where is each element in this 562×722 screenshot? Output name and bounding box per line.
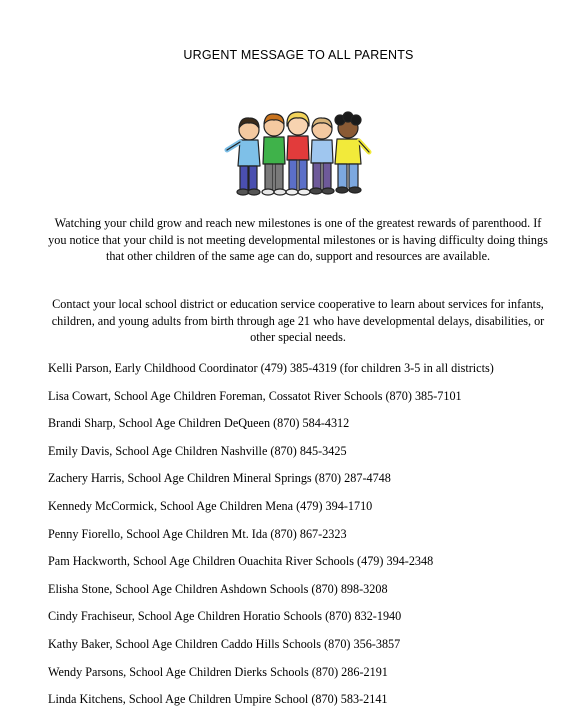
contact-item: Elisha Stone, School Age Children Ashdown Schools (870) 898-3208: [48, 581, 388, 596]
contact-item: Zachery Harris, School Age Children Mineral Springs (870) 287-4748: [48, 471, 391, 486]
intro-paragraph: Watching your child grow and reach new milestones is one of the greatest rewards of parenthood. If you notice that your child is not meeting developmental milestones or is having difficulty doing things that other children of the same age can do, support and resources are available.: [48, 216, 548, 263]
children-group-illustration: [222, 108, 372, 200]
contact-item: Penny Fiorello, School Age Children Mt. Ida (870) 867-2323: [48, 526, 347, 541]
contact-paragraph: Contact your local school district or education service cooperative to learn about services for infants, children, and young adults from birth through age 21 who have developmental delays, disabilities, or other special needs.: [51, 297, 545, 344]
contact-item: Linda Kitchens, School Age Children Umpire School (870) 583-2141: [48, 692, 388, 707]
contact-item: Kathy Baker, School Age Children Caddo Hills Schools (870) 356-3857: [48, 636, 401, 651]
contact-list: [48, 360, 494, 719]
contact-item: Pam Hackworth, School Age Children Ouachita River Schools (479) 394-2348: [48, 554, 434, 569]
contact-item: Kelli Parson, Early Childhood Coordinator (479) 385-4319 (for children 3-5 in all districts): [48, 361, 494, 375]
contact-item: Lisa Cowart, School Age Children Foreman, Cossatot River Schools (870) 385-7101: [48, 388, 462, 403]
contact-item: Cindy Frachiseur, School Age Children Horatio Schools (870) 832-1940: [48, 609, 402, 624]
contact-item: Brandi Sharp, School Age Children DeQueen (870) 584-4312: [48, 416, 350, 431]
page-title: URGENT MESSAGE TO ALL PARENTS: [183, 48, 414, 62]
contact-item: Wendy Parsons, School Age Children Dierks Schools (870) 286-2191: [48, 664, 388, 679]
contact-item: Emily Davis, School Age Children Nashville (870) 845-3425: [48, 443, 347, 458]
contact-item: Kennedy McCormick, School Age Children Mena (479) 394-1710: [48, 498, 373, 513]
